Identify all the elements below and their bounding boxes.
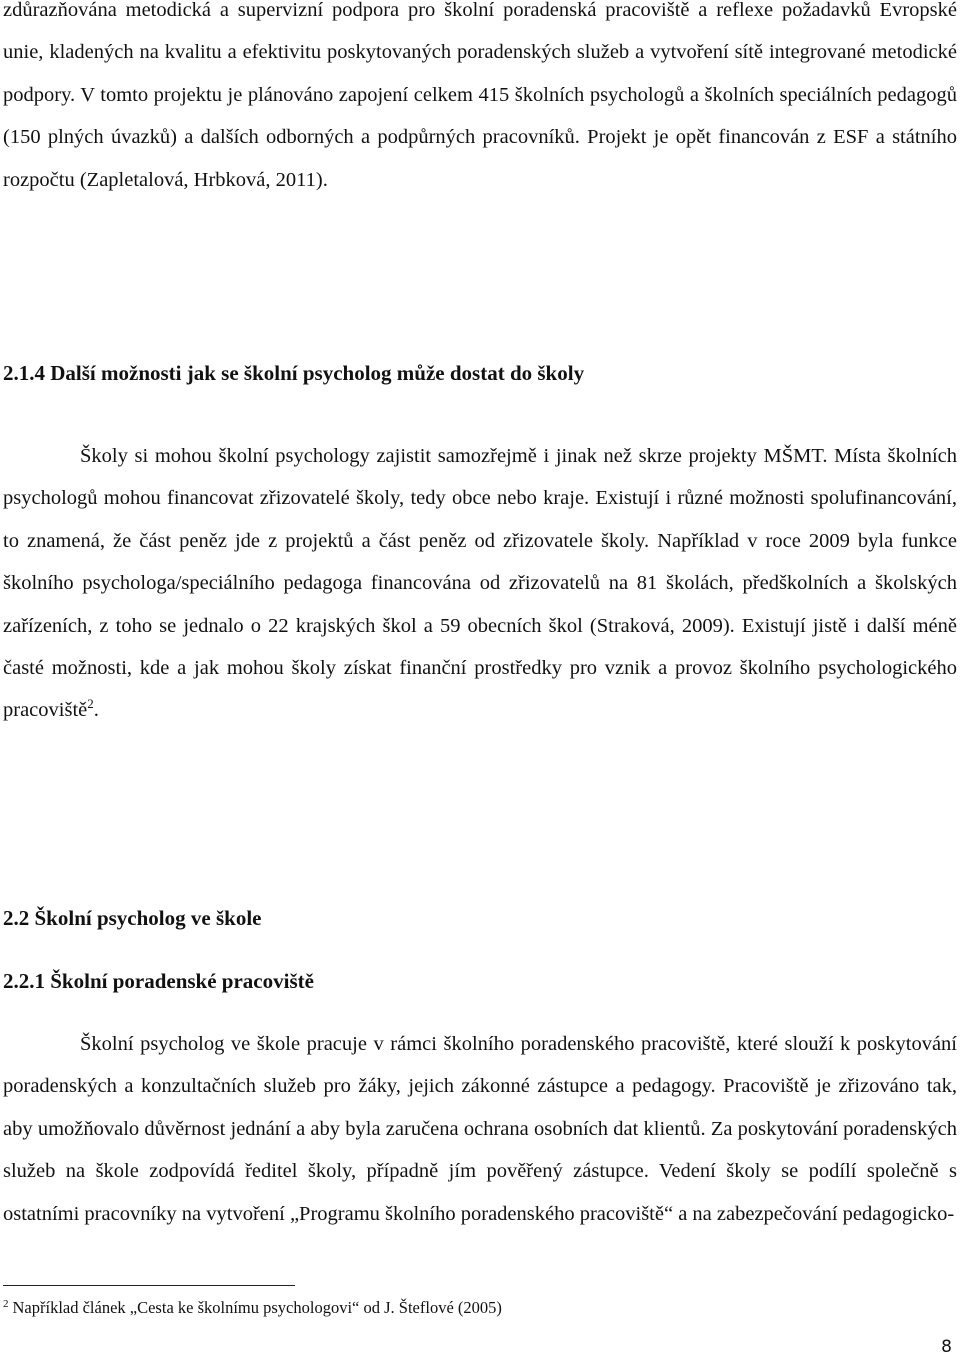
section-heading-2-2-1: 2.2.1 Školní poradenské pracoviště (3, 969, 314, 993)
paragraph-end-period: . (93, 699, 99, 722)
footnote-number: 2 (3, 1297, 9, 1310)
paragraph-financing-options-text: Školy si mohou školní psychology zajistit samozřejmě i jinak než skrze projekty MŠMT. Místa školních psychologů mohou financovat zřizovatelé školy, tedy obce nebo kraje. Existují i různé možnosti spolufinancování, to znamená, že část peněz jde z projektů a část peněz od zřizovatele školy. Například v roce 2009 byla funkce školního psychologa/speciálního pedagoga financována od zřizovatelů na 81 školách, předškolních a školských zařízeních, z toho se jednalo o 22 krajských škol a 59 obecních škol (Straková, 2009). Existují jistě i další méně časté možnosti, kde a jak mohou školy získat finanční prostředky pro vznik a provoz školního psychologického pracoviště (3, 445, 957, 722)
footnote-separator (3, 1285, 295, 1286)
footnote (3, 1297, 502, 1319)
page-number: 8 (941, 1337, 952, 1357)
paragraph-project-description: zdůrazňována metodická a supervizní podpora pro školní poradenská pracoviště a reflexe požadavků Evropské unie, kladených na kvalitu a efektivitu poskytovaných poradenských služeb a vytvoření sítě integrované metodické podpory. V tomto projektu je plánováno zapojení celkem 415 školních psychologů a školních speciálních pedagogů (150 plných úvazků) a dalších odborných a podpůrných pracovníků. Projekt je opět financován z ESF a státního rozpočtu (Zapletalová, Hrbková, 2011). (3, 0, 957, 191)
section-heading-2-1-4: 2.1.4 Další možnosti jak se školní psycholog může dostat do školy (3, 361, 585, 385)
paragraph-school-counseling-office: Školní psycholog ve škole pracuje v rámci školního poradenského pracoviště, které slouží k poskytování poradenských a konzultačních služeb pro žáky, jejich zákonné zástupce a pedagogy. Pracoviště je zřizováno tak, aby umožňovalo důvěrnost jednání a aby byla zaručena ochrana osobních dat klientů. Za poskytování poradenských služeb na škole zodpovídá ředitel školy, případně jím pověřený zástupce. Vedení školy se podílí společně s ostatními pracovníky na vytvoření „Programu školního poradenského pracoviště“ a na zabezpečování pedagogicko- (3, 1033, 957, 1225)
footnote-text: Například článek „Cesta ke školnímu psychologovi“ od J. Šteflové (2005) (12, 1298, 502, 1317)
section-heading-2-2: 2.2 Školní psycholog ve škole (3, 906, 262, 930)
paragraph-financing-options (3, 435, 957, 732)
footnote-reference[interactable]: 2 (87, 696, 94, 712)
